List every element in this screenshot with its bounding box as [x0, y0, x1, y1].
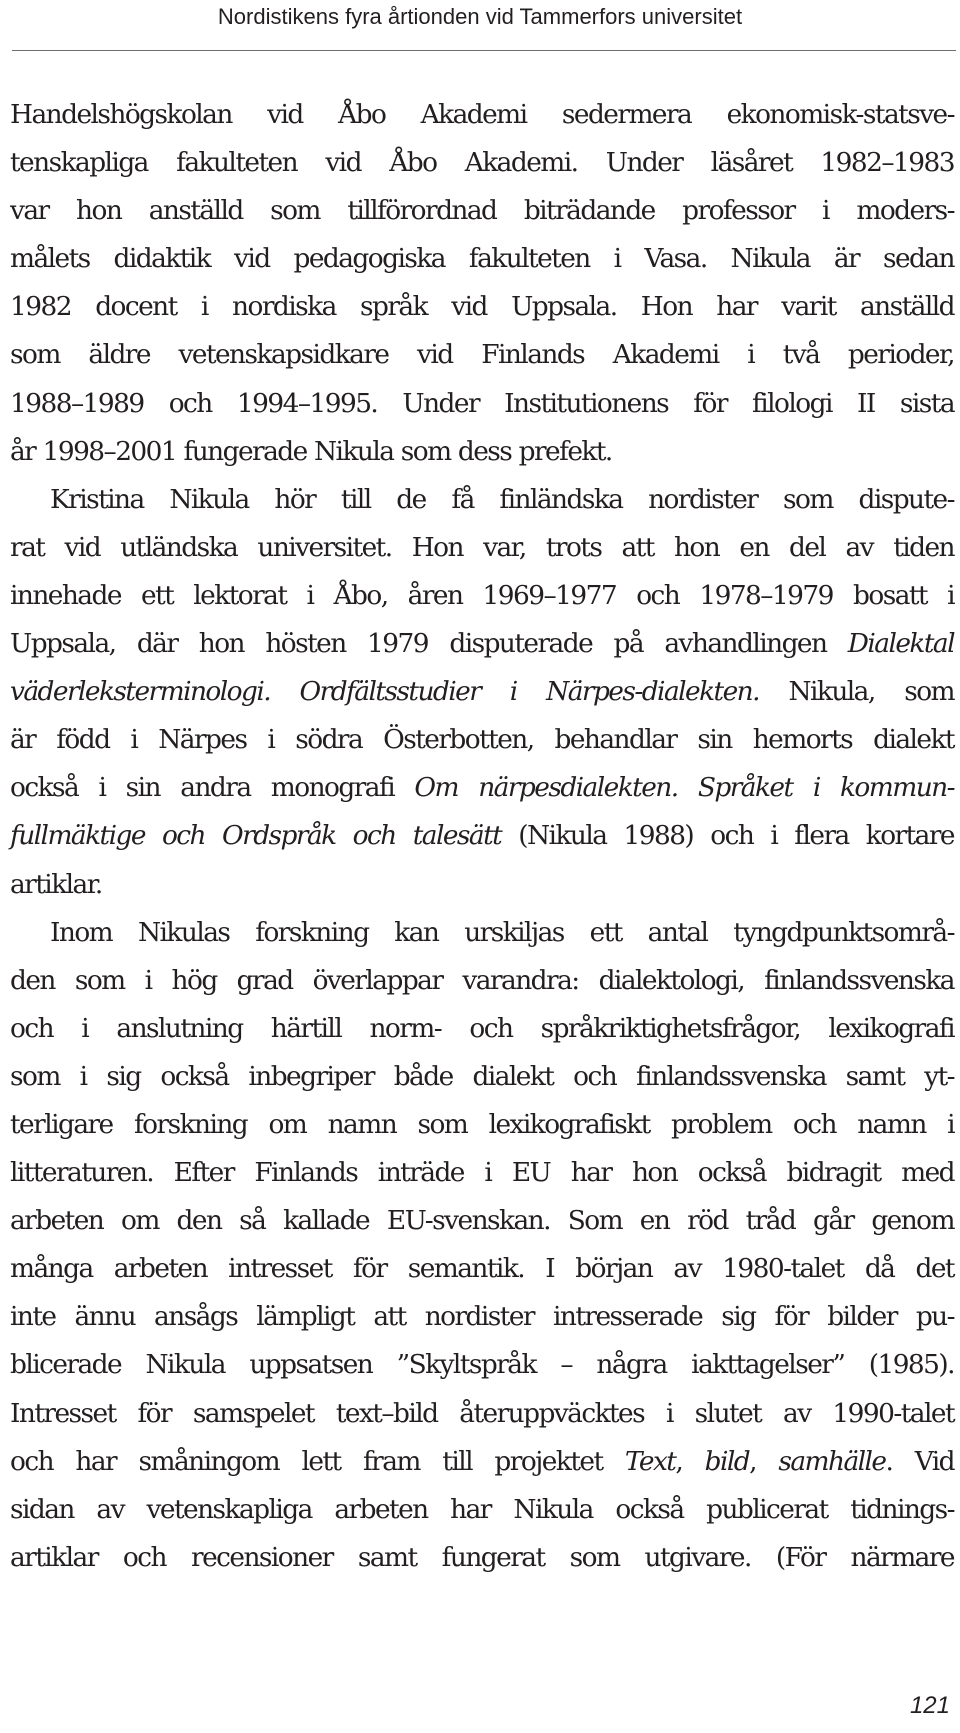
body-text — [10, 91, 954, 1582]
text-line: som äldre vetenskapsidkare vid Finlands Akademi i två perioder, — [10, 339, 954, 371]
text-line: artiklar. — [10, 868, 102, 900]
text-line: är född i Närpes i södra Österbotten, behandlar sin hemorts dialekt — [10, 724, 954, 756]
running-head: Nordistikens fyra årtionden vid Tammerfors universitet — [217, 4, 743, 29]
text-line: rat vid utländska universitet. Hon var, trots att hon en del av tiden — [10, 531, 954, 563]
text-line: Kristina Nikula hör till de få finländska nordister som dispute- — [50, 483, 954, 515]
text-line: innehade ett lektorat i Åbo, åren 1969–1977 och 1978–1979 bosatt i — [10, 579, 954, 611]
text-line: artiklar och recensioner samt fungerat som utgivare. (För närmare — [10, 1541, 954, 1573]
text-run: , — [675, 1445, 705, 1477]
text-run: . Vid — [885, 1445, 954, 1477]
text-line: den som i hög grad överlappar varandra: dialektologi, finlandssvenska — [10, 964, 954, 996]
text-line: år 1998–2001 fungerade Nikula som dess prefekt. — [10, 435, 612, 467]
text-line: och i anslutning härtill norm- och språkriktighetsfrågor, lexikografi — [10, 1012, 954, 1044]
header-rule — [12, 50, 956, 51]
italic-title: väderleksterminologi. Ordfältsstudier i Närpes-dialekten. — [10, 676, 759, 708]
text-run: , — [749, 1445, 779, 1477]
text-run: Uppsala, där hon hösten 1979 disputerade på avhandlingen — [10, 628, 848, 660]
text-line: Intresset för samspelet text–bild återuppväcktes i slutet av 1990-talet — [10, 1397, 954, 1429]
text-line: var hon anställd som tillförordnad biträdande professor i moders- — [10, 195, 954, 227]
text-line — [10, 812, 954, 860]
text-run: Nikula, som — [758, 676, 955, 708]
text-run: (Nikula 1988) och i flera kortare — [501, 820, 954, 852]
text-line: Handelshögskolan vid Åbo Akademi sedermera ekonomisk-statsve- — [10, 99, 954, 130]
italic-title: samhälle — [778, 1445, 886, 1477]
text-line: Inom Nikulas forskning kan urskiljas ett antal tyngdpunktsområ- — [50, 916, 954, 948]
text-line: arbeten om den så kallade EU-svenskan. Som en röd tråd går genom — [10, 1205, 954, 1237]
text-line — [10, 620, 954, 668]
text-line: litteraturen. Efter Finlands inträde i EU har hon också bidragit med — [10, 1157, 954, 1189]
italic-title: bild — [704, 1445, 750, 1477]
text-run: också i sin andra monografi — [10, 772, 415, 804]
text-line — [10, 1438, 954, 1486]
text-line: inte ännu ansågs lämpligt att nordister intresserade sig för bilder pu- — [10, 1301, 954, 1333]
text-line — [10, 764, 954, 812]
italic-title: fullmäktige och Ordspråk och talesätt — [10, 820, 502, 852]
text-run: och har småningom lett fram till projektet — [10, 1445, 625, 1477]
text-line: 1988–1989 och 1994–1995. Under Institutionens för filologi II sista — [10, 387, 954, 419]
italic-title: Om närpesdialekten. Språket i kommun- — [414, 772, 954, 804]
text-line: 1982 docent i nordiska språk vid Uppsala. Hon har varit anställd — [10, 291, 954, 323]
text-line — [10, 668, 954, 716]
italic-title: Text — [624, 1445, 676, 1477]
text-line: sidan av vetenskapliga arbeten har Nikula också publicerat tidnings- — [10, 1493, 954, 1525]
text-line: terligare forskning om namn som lexikografiskt problem och namn i — [10, 1108, 954, 1140]
text-line: tenskapliga fakulteten vid Åbo Akademi. Under läsåret 1982–1983 — [10, 147, 954, 179]
page-number: 121 — [909, 1692, 950, 1719]
text-line: många arbeten intresset för semantik. I början av 1980-talet då det — [10, 1253, 954, 1285]
text-line: målets didaktik vid pedagogiska fakulteten i Vasa. Nikula är sedan — [10, 243, 954, 275]
text-line: som i sig också inbegriper både dialekt och finlandssvenska samt yt- — [10, 1060, 954, 1092]
text-line: blicerade Nikula uppsatsen ”Skyltspråk – några iakttagelser” (1985). — [10, 1349, 954, 1381]
italic-title: Dialektal — [847, 628, 954, 660]
